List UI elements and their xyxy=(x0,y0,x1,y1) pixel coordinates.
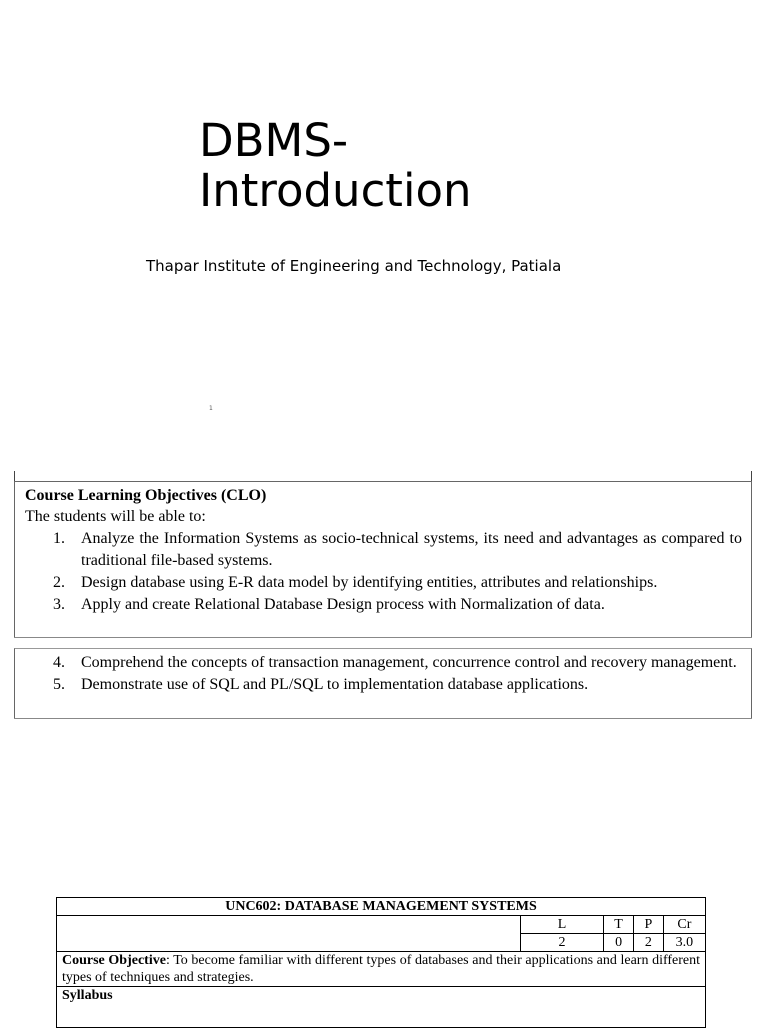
slide-subtitle: Thapar Institute of Engineering and Technology, Patiala xyxy=(146,257,562,275)
ltpc-value-t: 0 xyxy=(604,934,634,952)
slide-title xyxy=(199,116,619,216)
list-item-number: 5. xyxy=(53,676,65,693)
clo-heading: Course Learning Objectives (CLO) xyxy=(25,487,267,504)
table-cell-blank xyxy=(57,916,521,952)
ltpc-header-p: P xyxy=(633,916,663,934)
title-line-1: DBMS- xyxy=(199,114,349,167)
clo-box-part-1 xyxy=(14,481,752,638)
table-row xyxy=(57,952,706,987)
list-item xyxy=(25,528,742,572)
list-item-number: 4. xyxy=(53,654,65,671)
syllabus-label: Syllabus xyxy=(57,987,706,1028)
ltpc-header-t: T xyxy=(604,916,634,934)
ltpc-value-p: 2 xyxy=(633,934,663,952)
course-objective-label: Course Objective xyxy=(62,953,166,968)
list-item-text: Design database using E-R data model by identifying entities, attributes and relationships. xyxy=(81,574,658,591)
ltpc-header-cr: Cr xyxy=(663,916,705,934)
ltpc-value-l: 2 xyxy=(520,934,603,952)
table-row xyxy=(57,898,706,916)
divider xyxy=(14,637,752,638)
clo-box-part-2 xyxy=(14,648,752,719)
divider xyxy=(14,718,752,719)
clo-list-part-2 xyxy=(25,652,742,696)
list-item-number: 3. xyxy=(53,596,65,613)
clo-lead: The students will be able to: xyxy=(25,508,206,525)
list-item-number: 2. xyxy=(53,574,65,591)
syllabus-table xyxy=(56,897,706,1028)
clo-list-part-1 xyxy=(25,528,742,616)
list-item-number: 1. xyxy=(53,530,65,547)
list-item xyxy=(25,652,742,674)
course-title: UNC602: DATABASE MANAGEMENT SYSTEMS xyxy=(57,898,706,916)
list-item xyxy=(25,674,742,696)
list-item-text: Comprehend the concepts of transaction management, concurrence control and recovery management. xyxy=(81,654,737,671)
list-item xyxy=(25,572,742,594)
list-item-text: Demonstrate use of SQL and PL/SQL to implementation database applications. xyxy=(81,676,589,693)
ltpc-value-cr: 3.0 xyxy=(663,934,705,952)
table-row xyxy=(57,916,706,934)
ltpc-header-l: L xyxy=(520,916,603,934)
list-item xyxy=(25,594,742,616)
course-objective xyxy=(57,952,706,987)
list-item-text: Apply and create Relational Database Design process with Normalization of data. xyxy=(81,596,605,613)
page-number: 1 xyxy=(209,405,213,412)
list-item-text: Analyze the Information Systems as socio-technical systems, its need and advantages as compared to traditional file-based systems. xyxy=(81,530,742,569)
title-line-2: Introduction xyxy=(199,164,472,217)
course-objective-text: : To become familiar with different types of databases and their applications and learn different types of techniques and strategies. xyxy=(62,953,701,985)
table-row xyxy=(57,987,706,1028)
